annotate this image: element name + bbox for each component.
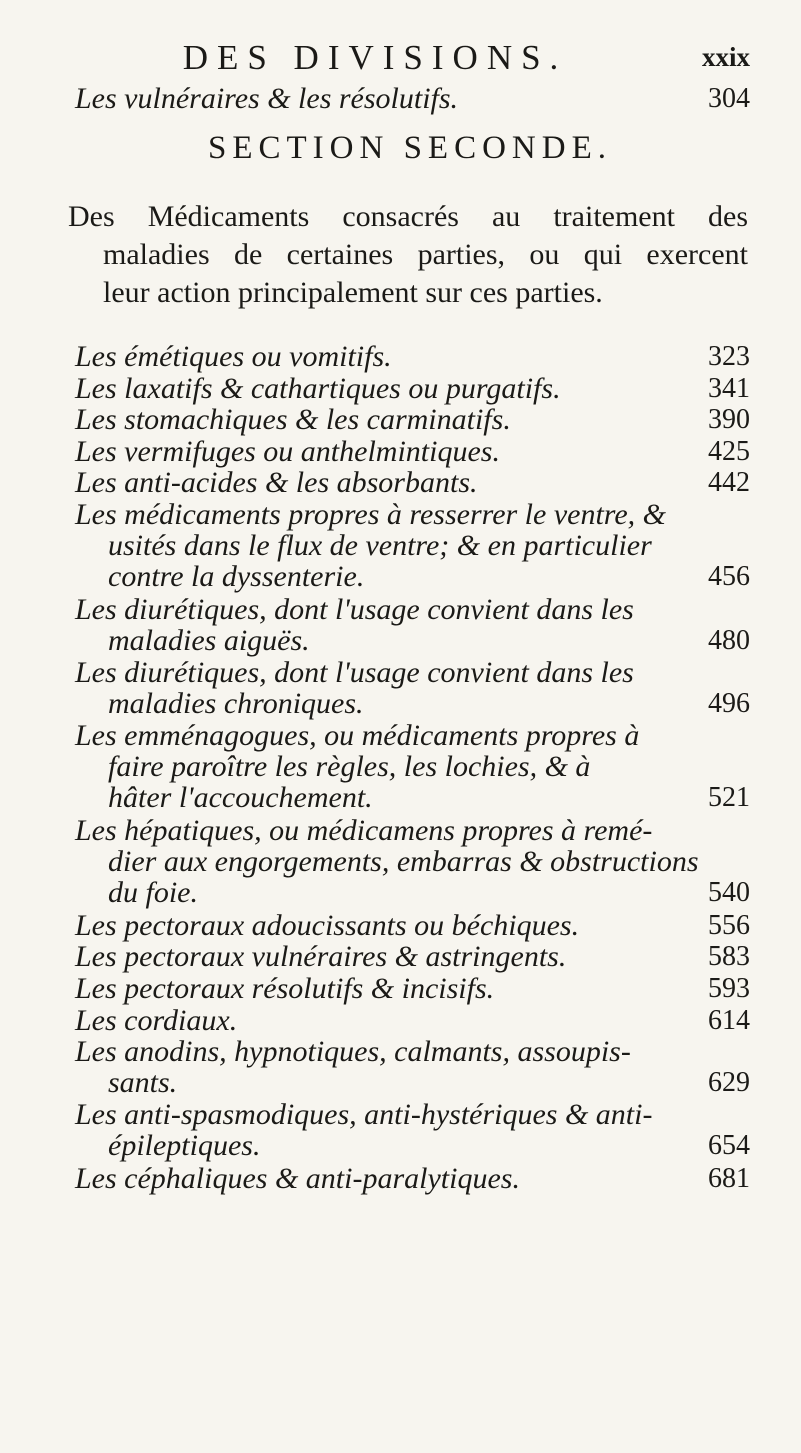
toc-entry-text: Les médicaments propres à resserrer le ventre, & [75,498,667,531]
toc-entry [75,594,750,656]
intro-line: leur action principalement sur ces parties. [103,276,603,309]
toc-entry-text: Les vermifuges ou anthelmintiques. [75,434,500,468]
toc-entry-page: 496 [708,688,750,719]
toc-entry [75,499,750,592]
toc-entry-text: Les anti-acides & les absorbants. [75,466,478,500]
toc-entry-page: 593 [708,973,750,1004]
toc-entry-page: 442 [708,467,750,499]
toc-entry [75,657,750,719]
toc-entry-text: Les pectoraux résolutifs & incisifs. [75,972,495,1005]
toc-entry [75,815,750,908]
toc-entry-text: Les diurétiques, dont l'usage convient dans les [75,656,634,689]
toc-entry-text: Les diurétiques, dont l'usage convient dans les [75,592,634,626]
toc-entry [75,973,750,1004]
toc-entry-page: 480 [708,624,750,656]
toc-entry-page: 540 [708,877,750,908]
toc-entry-page: 390 [708,404,750,436]
intro-line: Des Médicaments consacrés au traitement des [68,200,748,233]
toc-entry-page: 425 [708,435,750,467]
toc-entry-text: Les émétiques ou vomitifs. [75,340,392,373]
toc-entry-text: Les céphaliques & anti-paralytiques. [75,1161,520,1195]
section-intro [68,198,748,312]
intro-line: maladies de certaines parties, ou qui exercent [103,238,748,271]
toc-entry-text: Les anodins, hypnotiques, calmants, assoupis- [75,1035,631,1069]
toc-entry [75,1163,750,1194]
toc-entry-continuation: usités dans le flux de ventre; & en particulier [108,529,652,562]
toc-entry [75,720,750,813]
toc-entry [75,941,750,972]
toc-entry-text: Les hépatiques, ou médicamens propres à remé- [75,814,653,847]
section-title: SECTION SECONDE. [207,130,612,166]
running-title: DES DIVISIONS. [182,38,568,77]
toc-entry-page: 681 [708,1162,750,1194]
toc-entry-page: 556 [708,909,750,941]
toc-entry [75,467,750,498]
toc-entry-continuation: dier aux engorgements, embarras & obstructions [108,845,699,878]
toc-entry [75,436,750,467]
toc-entry-text: Les cordiaux. [75,1003,238,1037]
toc-entry-continuation: maladies chroniques. [108,687,364,720]
toc-entry-continuation: hâter l'accouchement. [108,781,373,815]
toc-entry [75,373,750,404]
toc-entry-text: Les emménagogues, ou médicaments propres à [75,719,640,753]
toc-entry-page: 304 [708,83,750,114]
toc-entry [75,910,750,941]
toc-entry-continuation: sants. [108,1066,178,1100]
toc-entry [75,1099,750,1161]
toc-entry-continuation: épileptiques. [108,1129,261,1163]
toc-entry [75,1005,750,1036]
toc-entry-text: Les stomachiques & les carminatifs. [75,403,511,437]
toc-entry-page: 456 [708,561,750,592]
toc-entry [75,1036,750,1098]
toc-entry-text: Les pectoraux vulnéraires & astringents. [75,940,567,974]
toc-entry-page: 629 [708,1067,750,1099]
toc-entry-page: 614 [708,1004,750,1036]
toc-entry-continuation: maladies aiguës. [108,623,310,657]
toc-entry [75,404,750,435]
toc-entry [75,341,750,372]
toc-entry-page: 654 [708,1130,750,1162]
running-head [140,38,750,78]
toc-entry-continuation: du foie. [108,876,198,909]
toc-entry-text: Les pectoraux adoucissants ou béchiques. [75,908,580,942]
toc-entry-continuation: contre la dyssenterie. [108,560,365,593]
folio-number: xxix [701,42,750,72]
toc-entry-text: Les anti-spasmodiques, anti-hystériques & anti- [75,1098,653,1132]
toc-entry-continuation: faire paroître les règles, les lochies, & à [108,750,591,784]
toc-entry-text: Les vulnéraires & les résolutifs. [75,82,459,115]
toc-entry-text: Les laxatifs & cathartiques ou purgatifs. [75,371,561,405]
toc-entry-page: 341 [708,372,750,404]
toc-entry-page: 521 [708,782,750,814]
toc-entry-page: 583 [708,941,750,973]
toc-entry-page: 323 [708,341,750,372]
toc-entry-top [75,83,750,114]
